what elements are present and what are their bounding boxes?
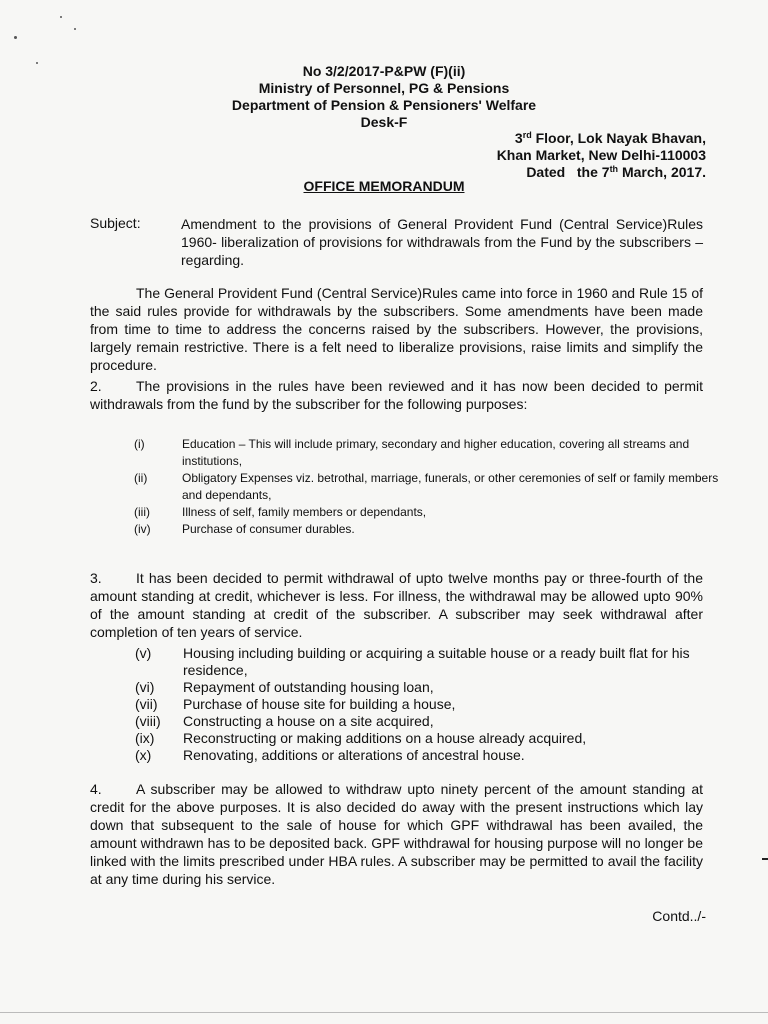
list-item: (ix) Reconstructing or making additions on a house already acquired, [135,730,587,746]
paragraph-4: 4. A subscriber may be allowed to withdraw upto ninety percent of the amount standing at credit for the above purposes. It is also decided do away with the present instructions which lay down that subsequent to the sale of house for which GPF withdrawal has been availed, the amount withdrawn has to be deposited back. GPF withdrawal for housing purpose will no longer be linked with the limits prescribed under HBA rules. A subscriber may be permitted to avail the facility at any time during his service. [90,781,703,887]
list-item: (vii) Purchase of house site for building a house, [135,696,456,712]
department-name: Department of Pension & Pensioners' Welfare [231,97,537,113]
list-item: (iii) Illness of self, family members or dependants, [134,505,427,519]
memo-title: OFFICE MEMORANDUM [303,178,465,194]
paragraph-2: 2. The provisions in the rules have been reviewed and it has now been decided to permit withdrawals from the fund by the subscriber for the following purposes: [90,378,703,412]
scan-bottom-edge [0,1012,768,1013]
list-item: (vi) Repayment of outstanding housing loan, [135,679,434,695]
continued-marker: Contd../- [652,908,706,924]
paragraph-1: The General Provident Fund (Central Service)Rules came into force in 1960 and Rule 15 of the said rules provide for withdrawals by the subscribers. Some amendments have been made from time to time to address the concerns raised by the subscribers. However, the provisions, largely remain restrictive. There is a felt need to liberalize provisions, raise limits and simplify the procedure. [90,285,703,373]
subject-text: Amendment to the provisions of General Provident Fund (Central Service)Rules 1960- liberalization of provisions for withdrawals from the Fund by the subscribers – regarding. [181,216,703,268]
subject-label: Subject: [90,215,141,231]
list-item: (x) Renovating, additions or alterations of ancestral house. [135,747,525,763]
address-line-1: 3rd Floor, Lok Nayak Bhavan, [514,130,706,146]
scan-speck [60,16,62,18]
housing-purposes-list [135,645,705,764]
list-item: (iv) Purchase of consumer durables. [134,522,355,536]
ministry-name: Ministry of Personnel, PG & Pensions [258,80,510,96]
scan-speck [74,28,76,30]
scan-speck [14,36,17,39]
paragraph-3: 3. It has been decided to permit withdrawal of upto twelve months pay or three-fourth of the amount standing at credit, whichever is less. For illness, the withdrawal may be allowed upto 90% of the amount standing at credit of the subscriber. A subscriber may seek withdrawal after completion of ten years of service. [90,570,703,640]
file-number: No 3/2/2017-P&PW (F)(ii) [302,63,466,79]
memo-date: Dated the 7th March, 2017. [526,164,706,180]
desk-name: Desk-F [360,114,408,130]
list-item: (ii) Obligatory Expenses viz. betrothal, marriage, funerals, or other ceremonies of self or family members and dependants, [134,471,719,502]
withdrawal-purposes-list [134,436,734,538]
address-line-2: Khan Market, New Delhi-110003 [496,147,706,163]
list-item: (v) Housing including building or acquiring a suitable house or a ready built flat for his residence, [135,645,690,678]
list-item: (i) Education – This will include primary, secondary and higher education, covering all streams and institutions, [134,437,690,468]
list-item: (viii) Constructing a house on a site acquired, [135,713,434,729]
scan-edge-mark [762,858,768,860]
